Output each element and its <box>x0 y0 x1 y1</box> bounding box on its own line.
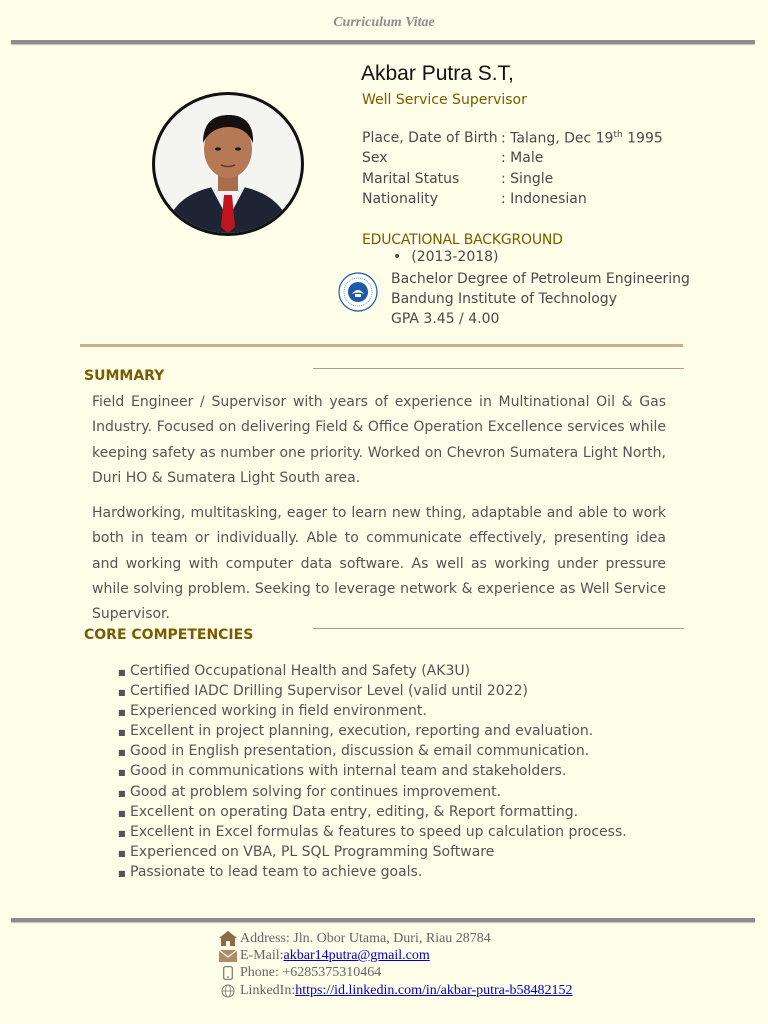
contact-footer <box>216 930 573 999</box>
list-item: ■ Good in English presentation, discussion & email communication. <box>118 743 590 760</box>
list-item: ■ Good at problem solving for continues improvement. <box>118 783 502 800</box>
candidate-name: Akbar Putra S.T, <box>361 62 514 85</box>
university-logo-icon <box>338 272 378 312</box>
list-item: ■ Passionate to lead team to achieve goals. <box>118 863 423 880</box>
info-row-sex <box>362 150 663 170</box>
info-label: Marital Status <box>362 170 460 187</box>
info-row-birth <box>362 130 663 150</box>
info-row-marital <box>362 171 663 191</box>
summary-heading-line <box>313 368 684 369</box>
education-institution: Bandung Institute of Technology <box>391 291 617 307</box>
list-item: ■ Excellent in project planning, execution, reporting and evaluation. <box>118 723 594 740</box>
competencies-heading-line <box>313 628 684 629</box>
contact-linkedin: LinkedIn: https://id.linkedin.com/in/akbar-putra-b58482152 <box>216 982 573 999</box>
info-value: : Male <box>501 150 544 167</box>
list-item: ■ Experienced on VBA, PL SQL Programming Software <box>118 843 495 860</box>
competencies-heading: CORE COMPETENCIES <box>84 627 254 643</box>
education-degree: Bachelor Degree of Petroleum Engineering <box>391 271 690 287</box>
list-item: ■ Certified Occupational Health and Safety (AK3U) <box>118 663 471 679</box>
summary-paragraph-1: Field Engineer / Supervisor with years of experience in Multinational Oil & Gas Industry. Focused on delivering Field & Office Operation Excellence services while keeping safety as number one priority. Worked on Chevron Sumatera Light North, Duri HO & Sumatera Light South area. <box>92 394 666 486</box>
info-value: : Indonesian <box>501 190 587 207</box>
education-period: • (2013-2018) <box>393 249 499 265</box>
section-divider <box>80 344 683 347</box>
mobile-phone-icon <box>216 966 240 980</box>
list-item: ■ Excellent in Excel formulas & features to speed up calculation process. <box>118 823 627 840</box>
list-item: ■ Certified IADC Drilling Supervisor Level (valid until 2022) <box>118 683 528 700</box>
top-divider <box>11 40 755 44</box>
education-heading: EDUCATIONAL BACKGROUND <box>362 232 563 248</box>
info-value: : Talang, Dec 19th 1995 <box>501 130 663 147</box>
summary-heading: SUMMARY <box>84 368 165 384</box>
list-item: ■ Good in communications with internal team and stakeholders. <box>118 763 567 780</box>
person-portrait-image <box>155 95 301 233</box>
summary-paragraph-2: Hardworking, multitasking, eager to learn new thing, adaptable and able to work both in team or individually. Able to communicate effectively, presenting idea and working with computer data software. As well as working under pressure while solving problem. Seeking to leverage network & experience as Well Service Supervisor. <box>92 505 666 623</box>
globe-icon <box>216 984 240 998</box>
profile-photo <box>152 92 304 236</box>
linkedin-link[interactable]: https://id.linkedin.com/in/akbar-putra-b58482152 <box>295 982 573 998</box>
email-link[interactable]: akbar14putra@gmail.com <box>283 947 430 963</box>
info-label: Place, Date of Birth <box>362 130 498 146</box>
contact-address: Address: Jln. Obor Utama, Duri, Riau 28784 <box>216 930 573 947</box>
info-label: Nationality <box>362 190 439 207</box>
competencies-list <box>118 663 627 884</box>
list-item: ■ Excellent on operating Data entry, editing, & Report formatting. <box>118 803 579 820</box>
list-item: ■ Experienced working in field environment. <box>118 703 427 720</box>
bottom-divider <box>11 918 755 922</box>
education-details <box>391 269 690 329</box>
info-label: Sex <box>362 150 388 167</box>
candidate-role: Well Service Supervisor <box>362 92 527 108</box>
home-icon <box>216 931 240 946</box>
education-gpa: GPA 3.45 / 4.00 <box>391 311 500 327</box>
envelope-icon <box>216 950 240 962</box>
document-title: Curriculum Vitae <box>333 15 435 30</box>
info-row-nationality <box>362 191 663 211</box>
info-value: : Single <box>501 170 554 187</box>
contact-email: E-Mail: akbar14putra@gmail.com <box>216 947 573 964</box>
contact-phone: Phone: +6285375310464 <box>216 965 573 982</box>
personal-info <box>362 130 663 211</box>
